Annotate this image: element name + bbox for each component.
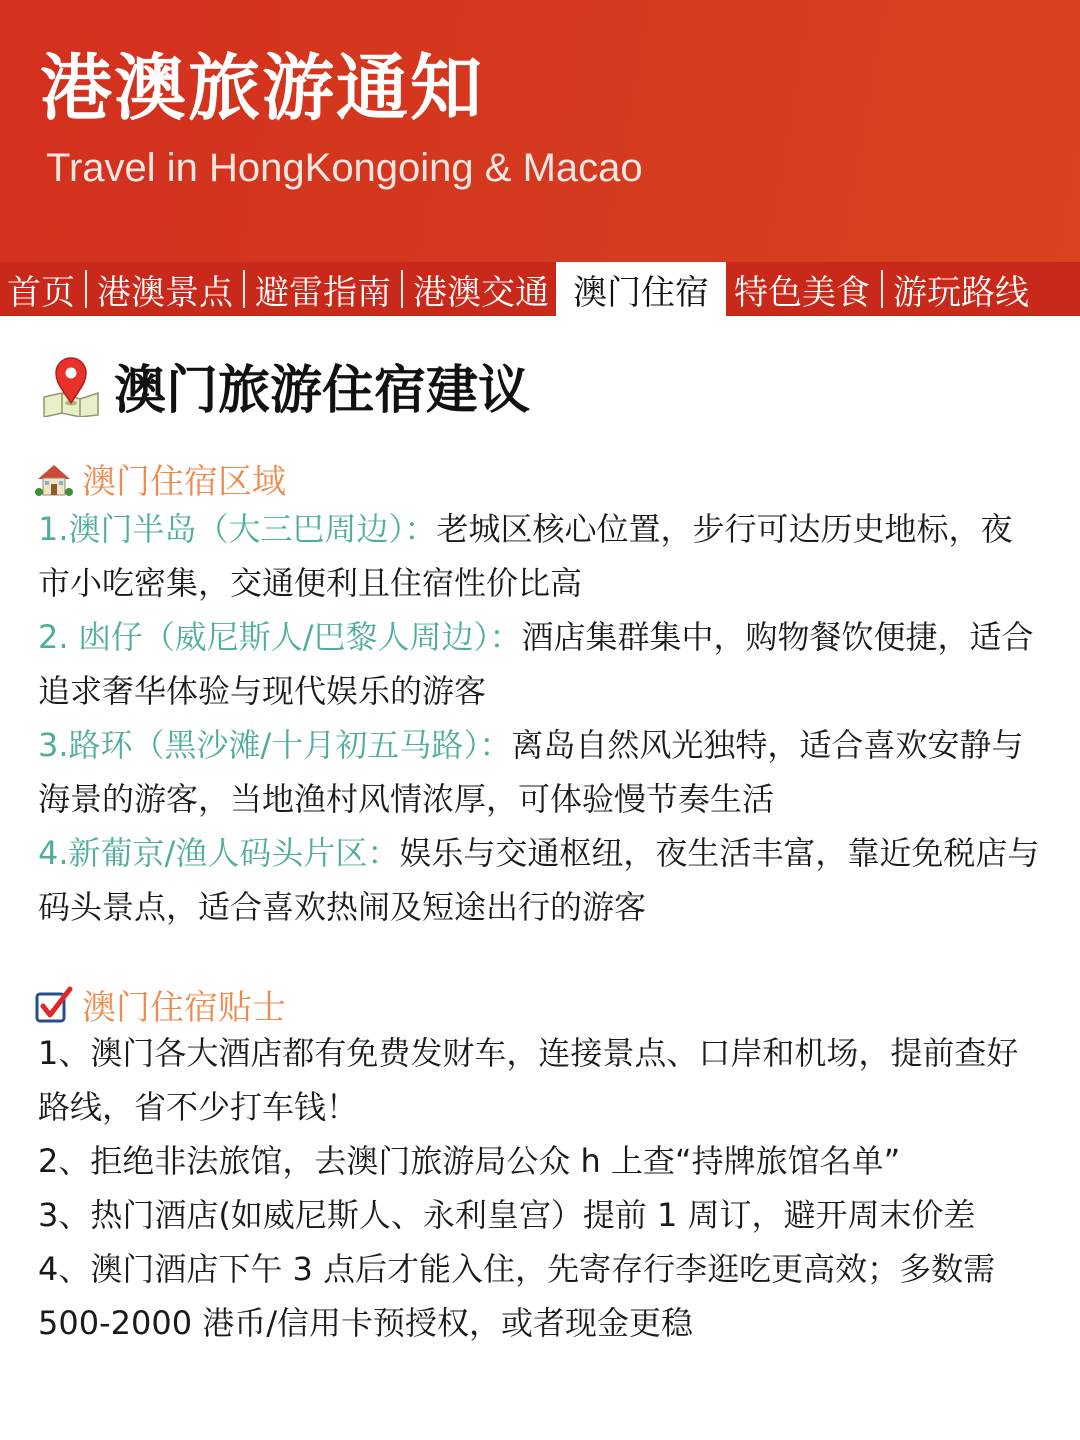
nav-item-attractions[interactable]: 港澳景点 xyxy=(97,272,233,313)
checkbox-icon xyxy=(34,985,74,1025)
header-subtitle: Travel in HongKongoing & Macao xyxy=(46,146,643,190)
areas-heading xyxy=(34,454,286,503)
header-title: 港澳旅游通知 xyxy=(40,46,485,130)
list-item xyxy=(38,610,1042,718)
area-description: 离岛自然风光独特，适合喜欢安静与海景的游客，当地渔村风情浓厚，可体验慢节奏生活 xyxy=(38,726,1024,818)
list-item xyxy=(38,502,1042,610)
list-item: 3、热门酒店(如威尼斯人、永利皇宫）提前 1 周订，避开周末价差 xyxy=(38,1196,976,1234)
area-label: 4.新葡京/渔人码头片区： xyxy=(38,834,400,872)
nav-item-macau-lodging[interactable]: 澳门住宿 xyxy=(556,262,726,316)
nav-divider xyxy=(85,270,87,308)
nav-item-pitfall-guide[interactable]: 避雷指南 xyxy=(255,272,391,313)
list-item: 4、澳门酒店下午 3 点后才能入住，先寄存行李逛吃更高效；多数需 500-2000 港币/信用卡预授权，或者现金更稳 xyxy=(38,1250,996,1342)
header-banner xyxy=(0,0,1080,262)
nav-bar xyxy=(0,262,1080,316)
house-icon xyxy=(34,459,74,499)
tips-heading-label: 澳门住宿贴士 xyxy=(82,988,286,1028)
tips-list xyxy=(38,1026,1042,1350)
nav-divider xyxy=(401,270,403,308)
list-item xyxy=(38,826,1042,934)
list-item xyxy=(38,718,1042,826)
areas-list xyxy=(38,502,1042,934)
area-description: 老城区核心位置，步行可达历史地标，夜市小吃密集，交通便利且住宿性价比高 xyxy=(38,510,1013,602)
list-item: 2、拒绝非法旅馆，去澳门旅游局公众 h 上查“持牌旅馆名单” xyxy=(38,1142,901,1180)
area-label: 2. 凼仔（威尼斯人/巴黎人周边）： xyxy=(38,618,522,656)
tips-heading xyxy=(34,980,286,1029)
nav-divider xyxy=(243,270,245,308)
nav-divider xyxy=(881,270,883,308)
list-item: 1、澳门各大酒店都有免费发财车，连接景点、口岸和机场，提前查好路线，省不少打车钱！ xyxy=(38,1034,1019,1126)
area-description: 娱乐与交通枢纽，夜生活丰富，靠近免税店与码头景点，适合喜欢热闹及短途出行的游客 xyxy=(38,834,1040,926)
nav-item-routes[interactable]: 游玩路线 xyxy=(893,272,1029,313)
nav-item-home[interactable]: 首页 xyxy=(7,272,75,313)
nav-item-food[interactable]: 特色美食 xyxy=(734,272,870,313)
map-pin-icon xyxy=(40,353,102,417)
area-label: 3.路环（黑沙滩/十月初五马路）： xyxy=(38,726,512,764)
area-description: 酒店集群集中，购物餐饮便捷，适合追求奢华体验与现代娱乐的游客 xyxy=(38,618,1034,710)
area-label: 1.澳门半岛（大三巴周边）： xyxy=(38,510,437,548)
page-title-row xyxy=(40,340,530,430)
nav-item-transport[interactable]: 港澳交通 xyxy=(413,272,549,313)
page-title: 澳门旅游住宿建议 xyxy=(114,360,531,421)
areas-heading-label: 澳门住宿区域 xyxy=(82,462,286,502)
